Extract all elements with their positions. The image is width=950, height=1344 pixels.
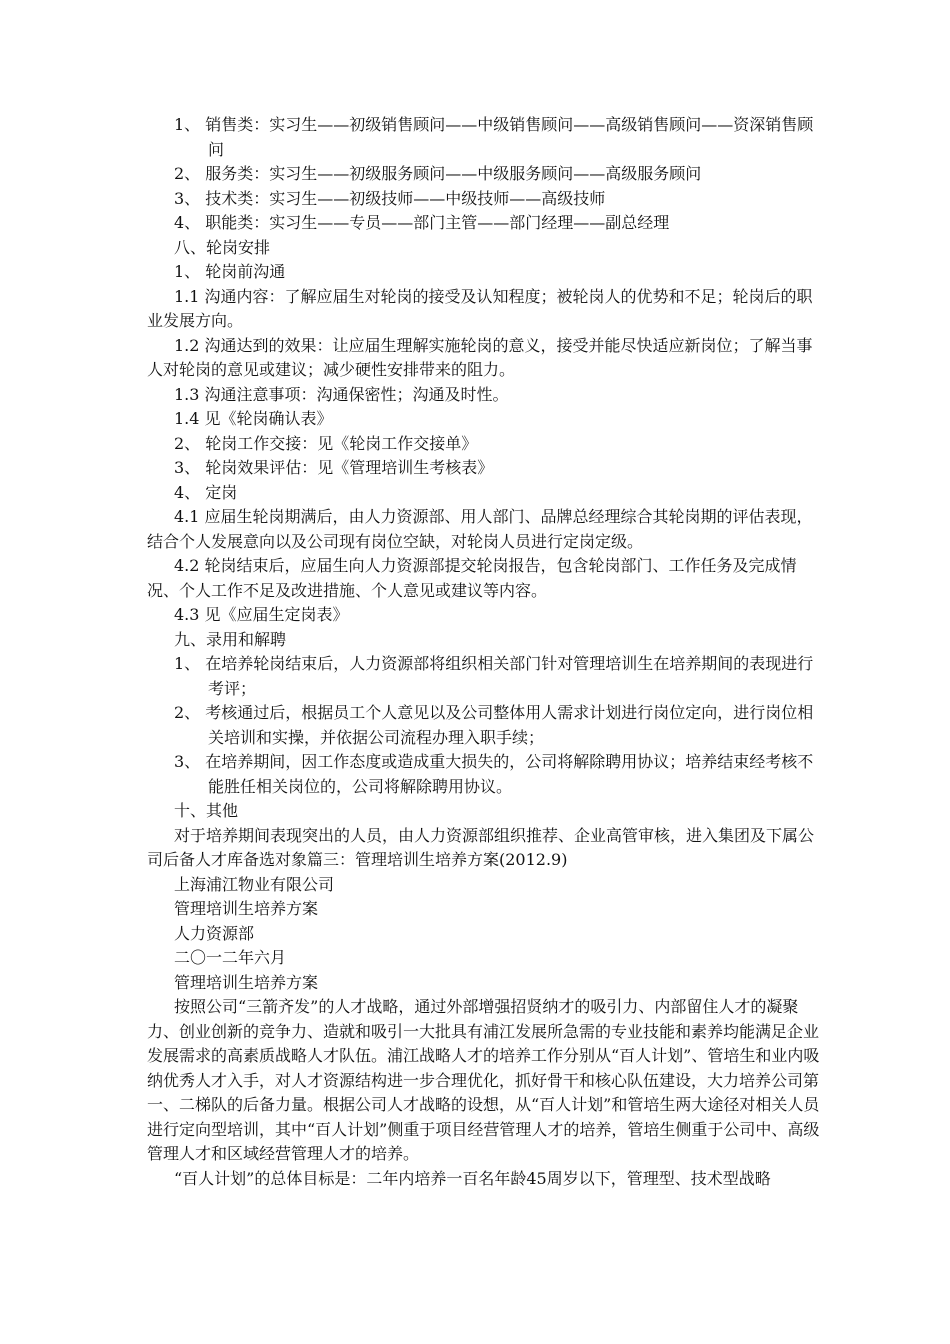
paragraph-4-3: 4.3 见《应届生定岗表》 (174, 605, 349, 624)
subheading-pre-rotation: 1、 轮岗前沟通 (174, 262, 286, 281)
paragraph-1-2: 1.2 沟通达到的效果：让应届生理解实施轮岗的意义，接受并能尽快适应新岗位；了解当事人对轮岗的意见或建议；减少硬性安排带来的阻力。 (147, 335, 813, 379)
career-path-functional: 4、 职能类：实习生——专员——部门主管——部门经理——副总经理 (174, 213, 670, 232)
career-path-technical: 3、 技术类：实习生——初级技师——中级技师——高级技师 (174, 188, 606, 208)
document-body (147, 113, 827, 1191)
paragraph-4-2: 4.2 轮岗结束后，应届生向人力资源部提交轮岗报告，包含轮岗部门、工作任务及完成情况、个人工作不足及改进措施、个人意见或建议等内容。 (147, 556, 797, 600)
paragraph-1-3: 1.3 沟通注意事项：沟通保密性；沟通及时性。 (174, 384, 509, 404)
hiring-item-3: 3、 在培养期间，因工作态度或造成重大损失的，公司将解除聘用协议；培养结束经考核不能胜任相关岗位的，公司将解除聘用协议。 (174, 752, 814, 796)
hiring-item-2: 2、 考核通过后，根据员工个人意见以及公司整体用人需求计划进行岗位定向，进行岗位相关培训和实操，并依据公司流程办理入职手续； (174, 703, 814, 747)
paragraph-4-1: 4.1 应届生轮岗期满后，由人力资源部、用人部门、品牌总经理综合其轮岗期的评估表现，结合个人发展意向以及公司现有岗位空缺，对轮岗人员进行定岗定级。 (147, 507, 813, 551)
department-name: 人力资源部 (174, 923, 255, 943)
item-evaluation: 3、 轮岗效果评估：见《管理培训生考核表》 (174, 458, 494, 477)
plan-title: 管理培训生培养方案 (174, 899, 319, 918)
hiring-item-1: 1、 在培养轮岗结束后，人力资源部将组织相关部门针对管理培训生在培养期间的表现进行考评； (174, 654, 814, 698)
paragraph-strategy: 按照公司“三箭齐发”的人才战略，通过外部增强招贤纳才的吸引力、内部留住人才的凝聚力、创业创新的竞争力、造就和吸引一大批具有浦江发展所急需的专业技能和素养均能满足企业发展需求的高素质战略人才队伍。浦江战略人才的培养工作分别从“百人计划”、管培生和业内吸纳优秀人才入手，对人才资源结构进一步合理优化，抓好骨干和核心队伍建设，大力培养公司第一、二梯队的后备力量。根据公司人才战略的设想，从“百人计划”和管培生两大途径对相关人员进行定向型培训，其中“百人计划”侧重于项目经营管理人才的培养，管培生侧重于公司中、高级管理人才和区域经营管理人才的培养。 (147, 997, 820, 1163)
section-heading-other: 十、其他 (174, 801, 239, 820)
paragraph-1-4: 1.4 见《轮岗确认表》 (174, 409, 333, 428)
section-heading-hiring: 九、录用和解聘 (174, 629, 287, 649)
paragraph-other: 对于培养期间表现突出的人员，由人力资源部组织推荐、企业高管审核，进入集团及下属公司后备人才库备选对象篇三：管理培训生培养方案(2012.9) (147, 825, 815, 869)
item-handover: 2、 轮岗工作交接：见《轮岗工作交接单》 (174, 433, 478, 453)
company-name: 上海浦江物业有限公司 (174, 874, 335, 894)
plan-title-repeat: 管理培训生培养方案 (174, 972, 319, 992)
career-path-sales: 1、 销售类：实习生——初级销售顾问——中级销售顾问——高级销售顾问——资深销售顾问 (174, 115, 814, 159)
career-path-service: 2、 服务类：实习生——初级服务顾问——中级服务顾问——高级服务顾问 (174, 164, 702, 183)
paragraph-hundred-plan: “百人计划”的总体目标是：二年内培养一百名年龄45周岁以下，管理型、技术型战略 (174, 1168, 771, 1188)
section-heading-rotation: 八、轮岗安排 (174, 237, 271, 257)
item-placement: 4、 定岗 (174, 482, 238, 502)
paragraph-1-1: 1.1 沟通内容：了解应届生对轮岗的接受及认知程度；被轮岗人的优势和不足；轮岗后的职业发展方向。 (147, 286, 813, 330)
document-date: 二〇一二年六月 (174, 948, 287, 967)
